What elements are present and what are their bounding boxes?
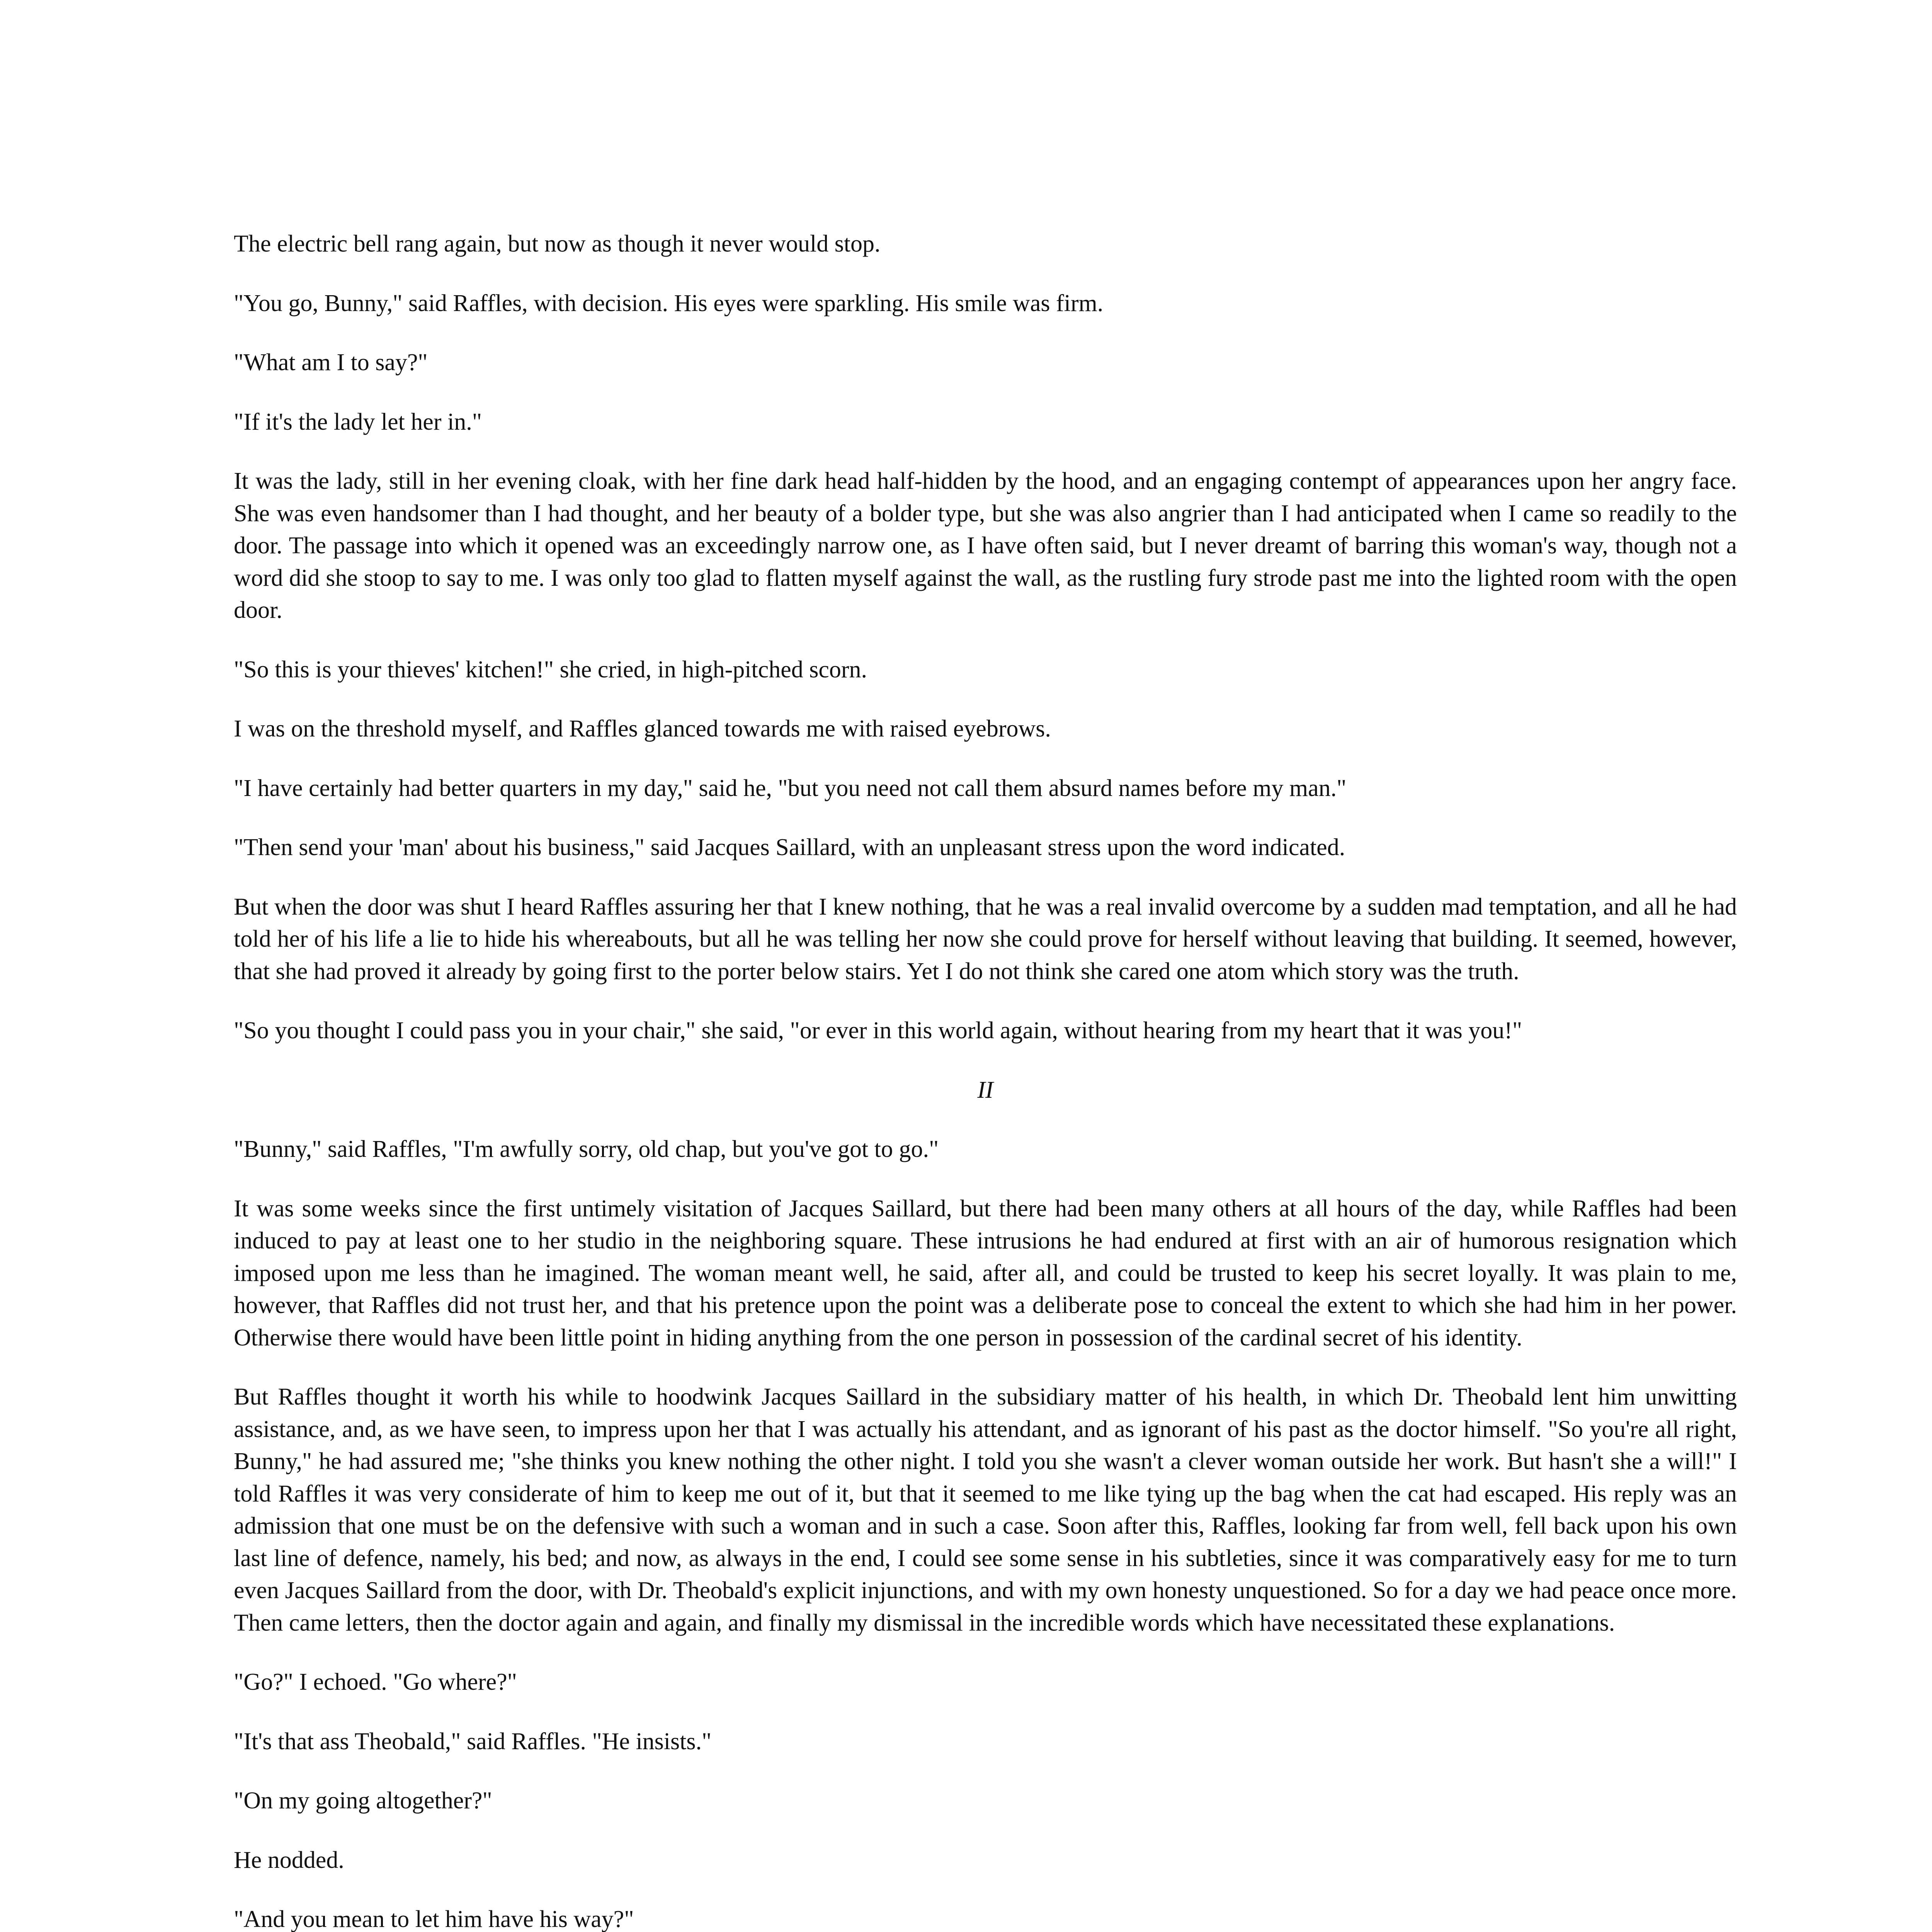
paragraph-let-him-have-his-way: "And you mean to let him have his way?" bbox=[234, 1906, 634, 1932]
document-page bbox=[234, 228, 1737, 1932]
paragraph-bell: The electric bell rang again, but now as though it never would stop. bbox=[234, 231, 881, 257]
paragraph-got-to-go: "Bunny," said Raffles, "I'm awfully sorry, old chap, but you've got to go." bbox=[234, 1136, 939, 1162]
paragraph-going-altogether: "On my going altogether?" bbox=[234, 1787, 492, 1814]
paragraph-threshold: I was on the threshold myself, and Raffles glanced towards me with raised eyebrows. bbox=[234, 716, 1051, 742]
paragraph-better-quarters: "I have certainly had better quarters in my day," said he, "but you need not call them absurd names before my man." bbox=[234, 775, 1347, 801]
paragraph-hoodwink: But Raffles thought it worth his while to hoodwink Jacques Saillard in the subsidiary matter of his health, in which Dr. Theobald lent him unwitting assistance, and, as we have seen, to impress upon her that I was actually his attendant, and as ignorant of his past as the doctor himself. "So you're all right, Bunny," he had assured me; "she thinks you knew nothing the other night. I told you she wasn't a clever woman outside her work. But hasn't she a will!" I told Raffles it was very considerate of him to keep me out of it, but that it seemed to me like tying up the bag when the cat had escaped. His reply was an admission that one must be on the defensive with such a woman and in such a case. Soon after this, Raffles, looking far from well, fell back upon his own last line of defence, namely, his bed; and now, as always in the end, I could see some sense in his subtleties, since it was comparatively easy for me to turn even Jacques Saillard from the door, with Dr. Theobald's explicit injunctions, and with my own honesty unquestioned. So for a day we had peace once more. Then came letters, then the doctor again and again, and finally my dismissal in the incredible words which have necessitated these explanations. bbox=[234, 1384, 1737, 1636]
paragraph-you-go-bunny: "You go, Bunny," said Raffles, with decision. His eyes were sparkling. His smile was firm. bbox=[234, 290, 1104, 316]
paragraph-ass-theobald: "It's that ass Theobald," said Raffles. "He insists." bbox=[234, 1728, 712, 1755]
paragraph-he-nodded: He nodded. bbox=[234, 1847, 344, 1873]
paragraph-go-where: "Go?" I echoed. "Go where?" bbox=[234, 1669, 517, 1695]
paragraph-door-shut: But when the door was shut I heard Raffles assuring her that I knew nothing, that he was a real invalid overcome by a sudden mad temptation, and all he had told her of his life a lie to hide his whereabouts, but all he was telling her now she could prove for herself without leaving that building. It seemed, however, that she had proved it already by going first to the porter below stairs. Yet I do not think she cared one atom which story was the truth. bbox=[234, 893, 1737, 985]
section-heading: II bbox=[977, 1077, 993, 1103]
paragraph-thieves-kitchen: "So this is your thieves' kitchen!" she cried, in high-pitched scorn. bbox=[234, 656, 867, 683]
paragraph-let-her-in: "If it's the lady let her in." bbox=[234, 408, 482, 435]
paragraph-send-your-man: "Then send your 'man' about his business," said Jacques Saillard, with an unpleasant stress upon the word indicated. bbox=[234, 834, 1345, 861]
paragraph-what-am-i-to-say: "What am I to say?" bbox=[234, 349, 428, 376]
paragraph-some-weeks-since: It was some weeks since the first untimely visitation of Jacques Saillard, but there had been many others at all hours of the day, while Raffles had been induced to pay at least one to her studio in the neighboring square. These intrusions he had endured at first with an air of humorous resignation which imposed upon me less than he imagined. The woman meant well, he said, after all, and could be trusted to keep his secret loyally. It was plain to me, however, that Raffles did not trust her, and that his pretence upon the point was a deliberate pose to conceal the extent to which she had him in her power. Otherwise there would have been little point in hiding anything from the one person in possession of the cardinal secret of his identity. bbox=[234, 1195, 1737, 1351]
paragraph-the-lady: It was the lady, still in her evening cloak, with her fine dark head half-hidden by the hood, and an engaging contempt of appearances upon her angry face. She was even handsomer than I had thought, and her beauty of a bolder type, but she was also angrier than I had anticipated when I came so readily to the door. The passage into which it opened was an exceedingly narrow one, as I have often said, but I never dreamt of barring this woman's way, though not a word did she stoop to say to me. I was only too glad to flatten myself against the wall, as the rustling fury strode past me into the lighted room with the open door. bbox=[234, 468, 1737, 623]
paragraph-pass-you-in-chair: "So you thought I could pass you in your chair," she said, "or ever in this world again, without hearing from my heart that it was you!" bbox=[234, 1017, 1522, 1044]
